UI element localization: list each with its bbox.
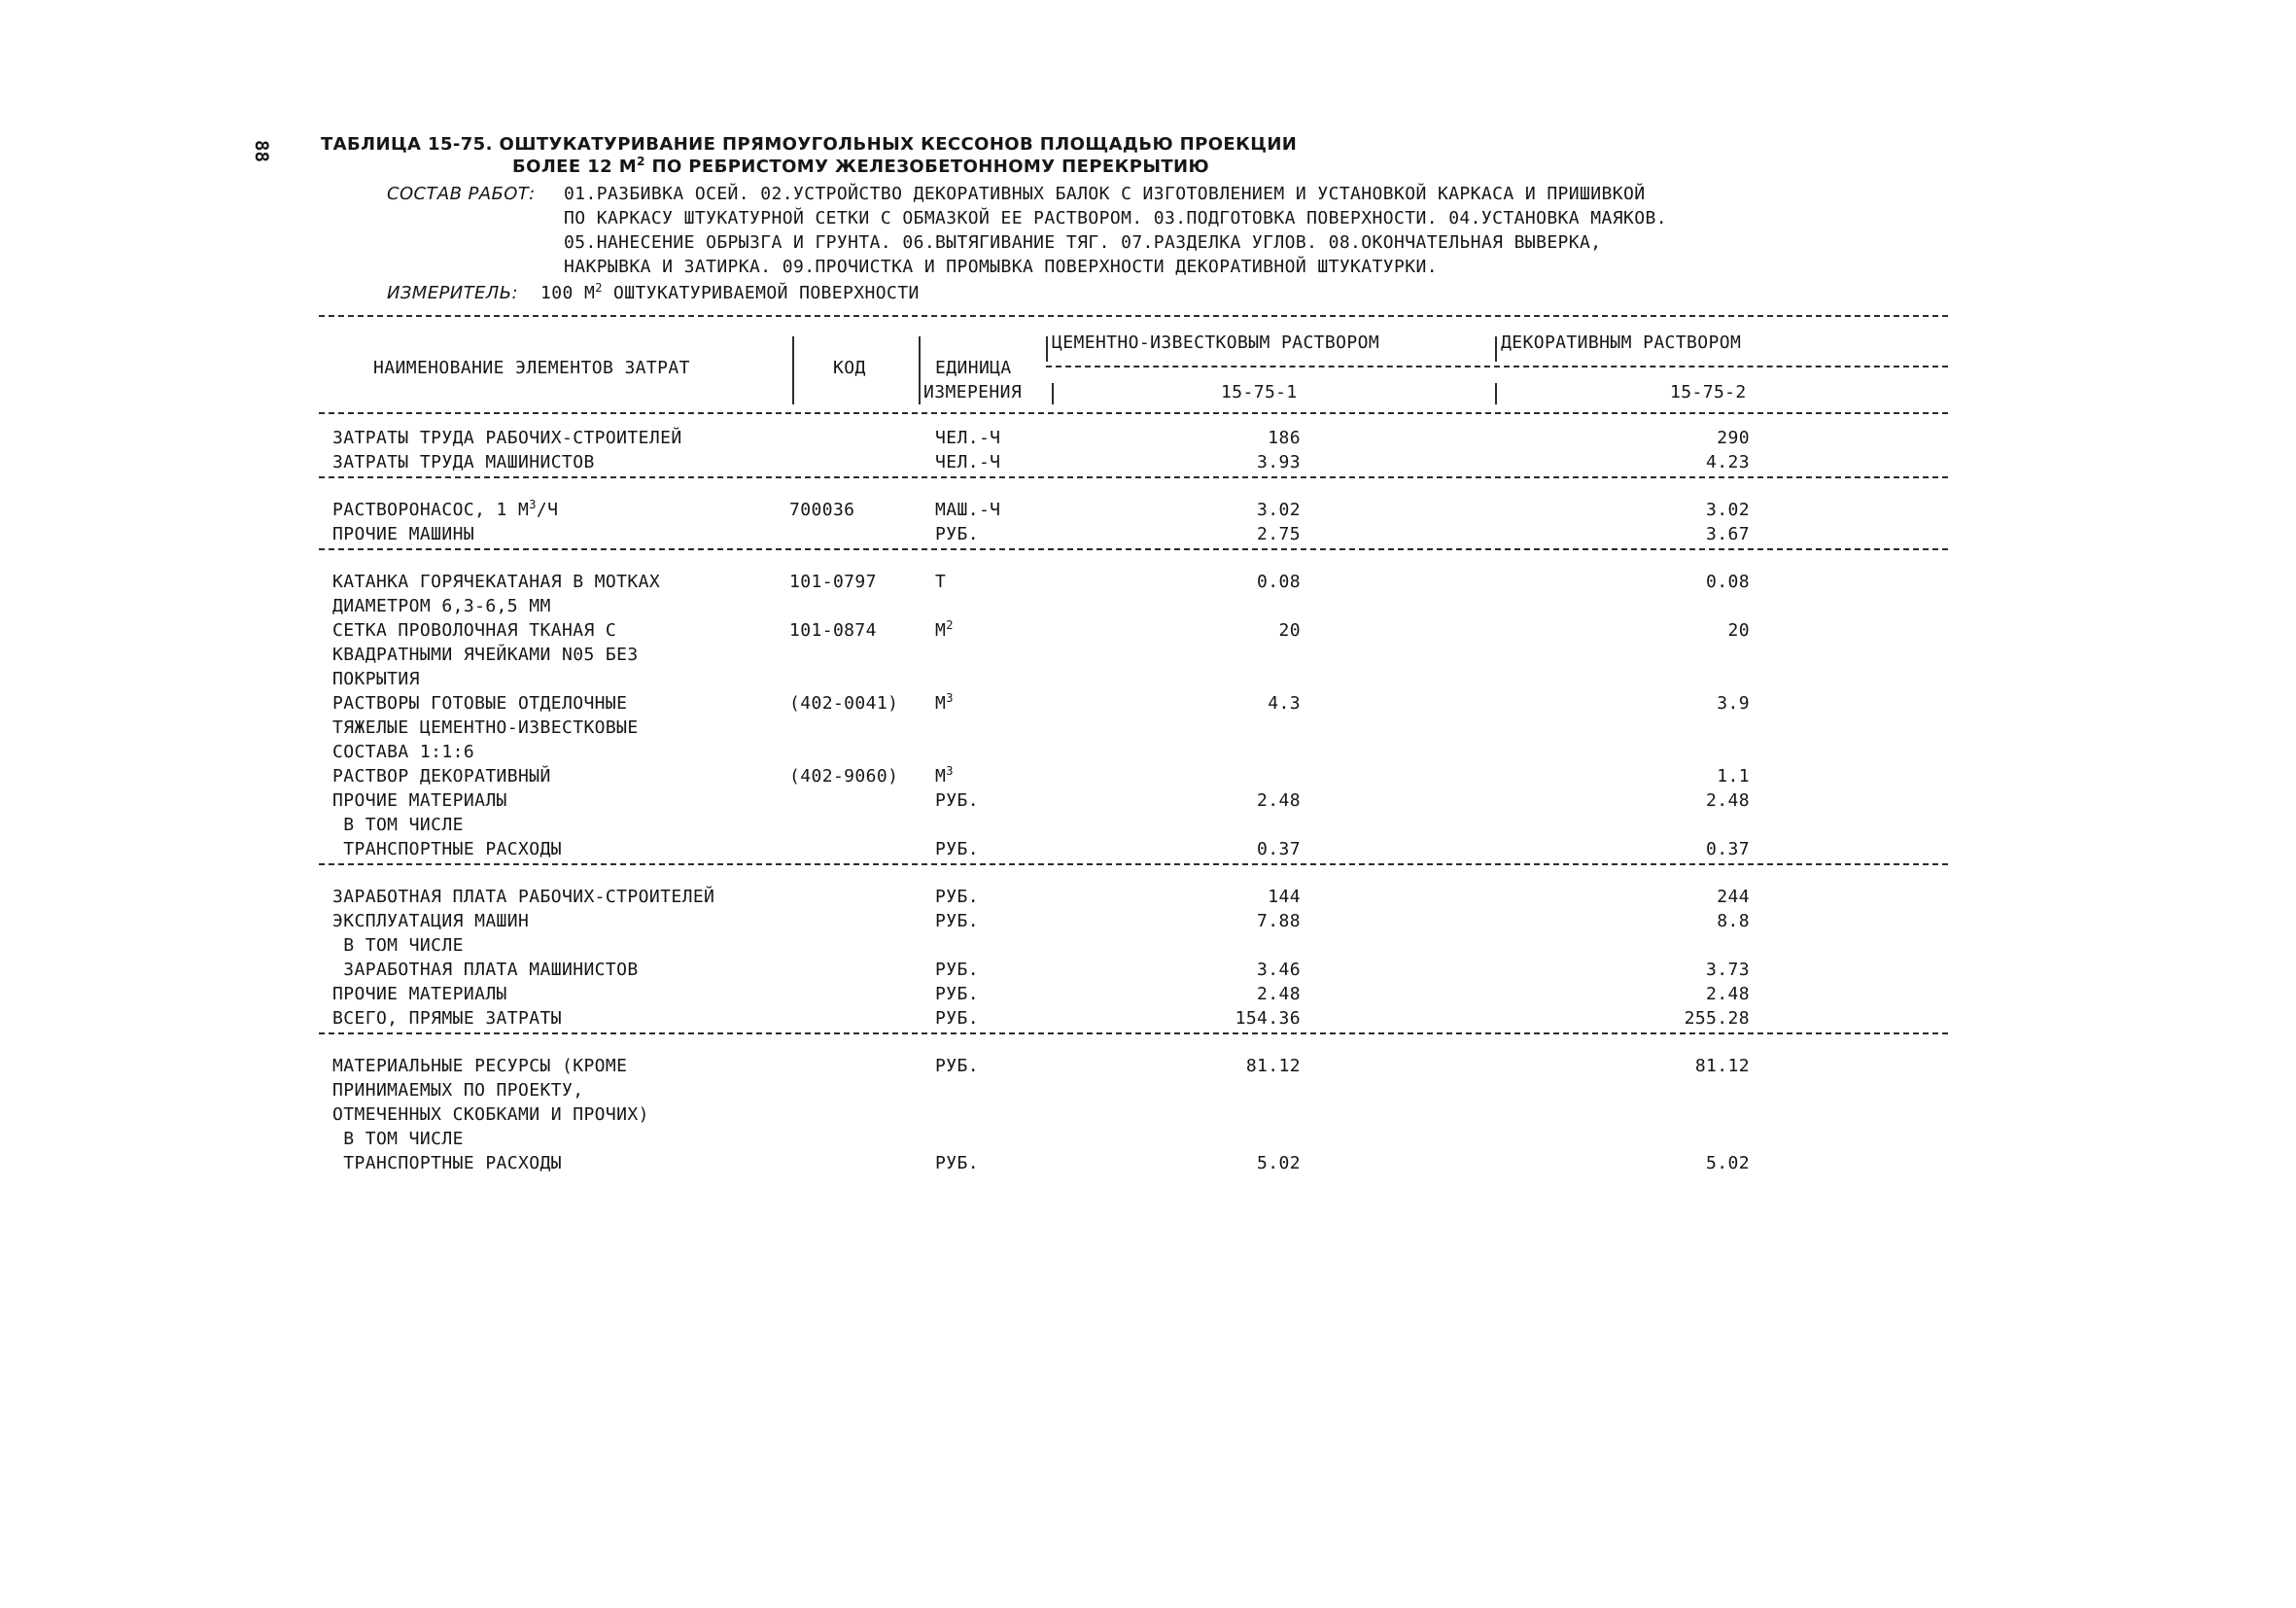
row-unit: $М^2$ [935, 618, 954, 641]
row-name: ПРИНИМАЕМЫХ ПО ПРОЕКТУ, [332, 1080, 584, 1101]
row-unit: МАШ.-Ч [935, 500, 1001, 520]
row-name: ПРОЧИЕ МАТЕРИАЛЫ [332, 790, 507, 811]
row-value-cement: 2.75 [1257, 524, 1301, 544]
section-separator [319, 1032, 1948, 1034]
row-value-cement: 5.02 [1257, 1153, 1301, 1173]
row-name: ПРОЧИЕ МАШИНЫ [332, 524, 475, 544]
row-name: ЗАРАБОТНАЯ ПЛАТА МАШИНИСТОВ [332, 960, 639, 980]
row-value-cement: 186 [1268, 428, 1301, 448]
header-divider-6 [1495, 383, 1497, 404]
row-value-decorative: 0.37 [1706, 839, 1750, 859]
row-name: ЗАТРАТЫ ТРУДА МАШИНИСТОВ [332, 452, 595, 472]
row-unit: ЧЕЛ.-Ч [935, 452, 1001, 472]
row-name: СОСТАВА 1:1:6 [332, 742, 475, 762]
row-unit: РУБ. [935, 1008, 979, 1029]
row-name: В ТОМ ЧИСЛЕ [332, 935, 464, 956]
row-value-cement: 3.02 [1257, 500, 1301, 520]
row-name: ЗАТРАТЫ ТРУДА РАБОЧИХ-СТРОИТЕЛЕЙ [332, 428, 682, 448]
row-value-decorative: 3.73 [1706, 960, 1750, 980]
row-value-cement: 20 [1278, 620, 1301, 641]
row-value-decorative: 2.48 [1706, 790, 1750, 811]
row-name: КВАДРАТНЫМИ ЯЧЕЙКАМИ N05 БЕЗ [332, 645, 639, 665]
work-line-1: 01.РАЗБИВКА ОСЕЙ. 02.УСТРОЙСТВО ДЕКОРАТИВНЫХ БАЛОК С ИЗГОТОВЛЕНИЕМ И УСТАНОВКОЙ КАРКАСА И ПРИШИВКОЙ [564, 184, 1646, 204]
row-name: КАТАНКА ГОРЯЧЕКАТАНАЯ В МОТКАХ [332, 572, 661, 592]
header-code-15-75-1: 15-75-1 [1221, 382, 1298, 402]
rule-header-bottom [319, 412, 1948, 414]
row-unit: РУБ. [935, 984, 979, 1004]
row-name: СЕТКА ПРОВОЛОЧНАЯ ТКАНАЯ С [332, 620, 617, 641]
header-divider-5 [1495, 336, 1497, 362]
row-value-decorative: 5.02 [1706, 1153, 1750, 1173]
row-name: ВСЕГО, ПРЯМЫЕ ЗАТРАТЫ [332, 1008, 562, 1029]
row-unit: Т [935, 572, 947, 592]
row-value-decorative: 2.48 [1706, 984, 1750, 1004]
row-unit: $М^3$ [935, 691, 954, 714]
row-name: ТРАНСПОРТНЫЕ РАСХОДЫ [332, 1153, 562, 1173]
row-value-cement: 0.08 [1257, 572, 1301, 592]
row-name: МАТЕРИАЛЬНЫЕ РЕСУРСЫ (КРОМЕ [332, 1056, 628, 1076]
table-title: ТАБЛИЦА 15-75. ОШТУКАТУРИВАНИЕ ПРЯМОУГОЛЬНЫХ КЕССОНОВ ПЛОЩАДЬЮ ПРОЕКЦИИ [321, 134, 1298, 155]
row-value-cement: 4.3 [1268, 693, 1301, 714]
row-unit: РУБ. [935, 524, 979, 544]
page-number: 88 [251, 140, 272, 162]
row-value-decorative: 290 [1717, 428, 1750, 448]
row-name: РАСТВОРОНАСОС, 1 $М^3/Ч$ [332, 498, 559, 520]
rule-header-mid [1046, 366, 1948, 367]
row-value-decorative: 3.9 [1717, 693, 1750, 714]
section-separator [319, 548, 1948, 550]
header-unit-2: ИЗМЕРЕНИЯ [923, 382, 1023, 402]
header-divider-1 [792, 336, 794, 404]
row-unit: РУБ. [935, 790, 979, 811]
header-divider-4 [1052, 383, 1054, 404]
row-unit: РУБ. [935, 960, 979, 980]
row-value-cement: 154.36 [1235, 1008, 1301, 1029]
row-unit: РУБ. [935, 1056, 979, 1076]
row-code: 101-0874 [789, 620, 877, 641]
row-value-decorative: 244 [1717, 887, 1750, 907]
row-value-cement: 144 [1268, 887, 1301, 907]
row-value-decorative: 255.28 [1684, 1008, 1750, 1029]
row-name: РАСТВОР ДЕКОРАТИВНЫЙ [332, 766, 551, 787]
rule-top [319, 315, 1948, 317]
work-line-4: НАКРЫВКА И ЗАТИРКА. 09.ПРОЧИСТКА И ПРОМЫВКА ПОВЕРХНОСТИ ДЕКОРАТИВНОЙ ШТУКАТУРКИ. [564, 257, 1438, 277]
section-separator [319, 863, 1948, 865]
row-unit: РУБ. [935, 887, 979, 907]
row-value-decorative: 20 [1727, 620, 1750, 641]
table-subtitle: БОЛЕЕ 12 $М^2$ ПО РЕБРИСТОМУ ЖЕЛЕЗОБЕТОННОМУ ПЕРЕКРЫТИЮ [512, 155, 1210, 177]
row-name: ЭКСПЛУАТАЦИЯ МАШИН [332, 911, 530, 931]
section-separator [319, 476, 1948, 478]
row-code: 700036 [789, 500, 855, 520]
header-code: КОД [833, 358, 866, 378]
row-value-decorative: 0.08 [1706, 572, 1750, 592]
row-name: ТЯЖЕЛЫЕ ЦЕМЕНТНО-ИЗВЕСТКОВЫЕ [332, 717, 639, 738]
row-unit: РУБ. [935, 911, 979, 931]
header-cement-mortar: ЦЕМЕНТНО-ИЗВЕСТКОВЫМ РАСТВОРОМ [1052, 332, 1380, 353]
row-name: В ТОМ ЧИСЛЕ [332, 815, 464, 835]
row-unit: ЧЕЛ.-Ч [935, 428, 1001, 448]
work-line-3: 05.НАНЕСЕНИЕ ОБРЫЗГА И ГРУНТА. 06.ВЫТЯГИВАНИЕ ТЯГ. 07.РАЗДЕЛКА УГЛОВ. 08.ОКОНЧАТЕЛЬНАЯ ВЫВЕРКА, [564, 232, 1602, 253]
row-name: ПРОЧИЕ МАТЕРИАЛЫ [332, 984, 507, 1004]
row-value-decorative: 3.02 [1706, 500, 1750, 520]
row-value-decorative: 8.8 [1717, 911, 1750, 931]
header-name: НАИМЕНОВАНИЕ ЭЛЕМЕНТОВ ЗАТРАТ [373, 358, 690, 378]
row-value-cement: 81.12 [1245, 1056, 1301, 1076]
row-name: В ТОМ ЧИСЛЕ [332, 1129, 464, 1149]
header-decorative-mortar: ДЕКОРАТИВНЫМ РАСТВОРОМ [1501, 332, 1742, 353]
row-value-cement: 2.48 [1257, 984, 1301, 1004]
header-unit-1: ЕДИНИЦА [935, 358, 1012, 378]
header-divider-3 [1046, 336, 1048, 362]
row-code: (402-0041) [789, 693, 899, 714]
row-name: ЗАРАБОТНАЯ ПЛАТА РАБОЧИХ-СТРОИТЕЛЕЙ [332, 887, 715, 907]
row-name: ТРАНСПОРТНЫЕ РАСХОДЫ [332, 839, 562, 859]
meter-value: 100 $М^2$ ОШТУКАТУРИВАЕМОЙ ПОВЕРХНОСТИ [540, 281, 920, 303]
row-value-cement: 3.46 [1257, 960, 1301, 980]
row-name: ПОКРЫТИЯ [332, 669, 420, 689]
row-unit: РУБ. [935, 839, 979, 859]
row-value-decorative: 81.12 [1694, 1056, 1750, 1076]
row-unit: $М^3$ [935, 764, 954, 787]
row-value-cement: 2.48 [1257, 790, 1301, 811]
row-name: РАСТВОРЫ ГОТОВЫЕ ОТДЕЛОЧНЫЕ [332, 693, 628, 714]
row-unit: РУБ. [935, 1153, 979, 1173]
meter-label: ИЗМЕРИТЕЛЬ: [387, 283, 518, 303]
row-code: 101-0797 [789, 572, 877, 592]
row-name: ОТМЕЧЕННЫХ СКОБКАМИ И ПРОЧИХ) [332, 1104, 649, 1125]
header-divider-2 [919, 336, 921, 404]
row-name: ДИАМЕТРОМ 6,3-6,5 ММ [332, 596, 551, 616]
row-value-decorative: 3.67 [1706, 524, 1750, 544]
row-value-cement: 0.37 [1257, 839, 1301, 859]
row-value-cement: 3.93 [1257, 452, 1301, 472]
row-value-cement: 7.88 [1257, 911, 1301, 931]
header-code-15-75-2: 15-75-2 [1670, 382, 1747, 402]
row-code: (402-9060) [789, 766, 899, 787]
work-line-2: ПО КАРКАСУ ШТУКАТУРНОЙ СЕТКИ С ОБМАЗКОЙ ЕЕ РАСТВОРОМ. 03.ПОДГОТОВКА ПОВЕРХНОСТИ. 04.УСТАНОВКА МАЯКОВ. [564, 208, 1667, 228]
row-value-decorative: 1.1 [1717, 766, 1750, 787]
work-composition-label: СОСТАВ РАБОТ: [387, 184, 536, 204]
row-value-decorative: 4.23 [1706, 452, 1750, 472]
